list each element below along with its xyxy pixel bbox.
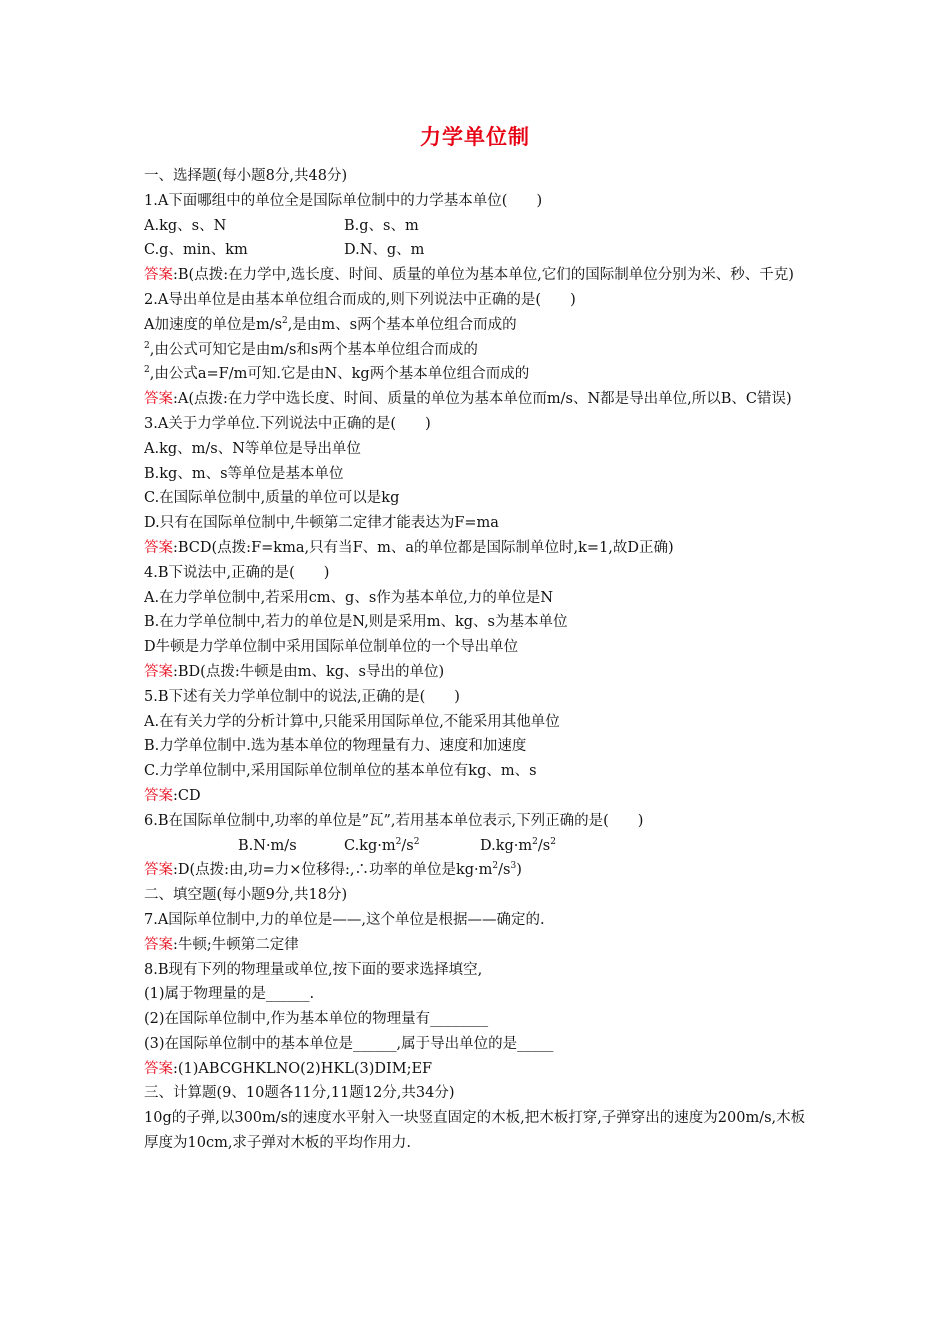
- answer-text: :(1)ABCGHKLNO(2)HKL(3)DIM;EF: [173, 1060, 433, 1077]
- question-8-part-1: (1)属于物理量的是______.: [144, 986, 315, 1003]
- question-2-option-a: [144, 313, 816, 338]
- option-text: /s: [537, 837, 551, 854]
- answer-label: 答案: [144, 391, 173, 408]
- answer-text: /s: [498, 862, 511, 879]
- question-1-options-cd: [144, 238, 816, 263]
- answer-text: :BCD(点拨:F=kma,只有当F、m、a的单位都是国际制单位时,k=1,故D正确): [173, 539, 674, 556]
- question-4-option-d: D牛顿是力学单位制中采用国际单位制单位的一个导出单位: [144, 639, 519, 656]
- question-3-option-b: B.kg、m、s等单位是基本单位: [144, 465, 344, 482]
- section-heading-calc: 三、计算题(9、10题各11分,11题12分,共34分): [144, 1085, 455, 1102]
- answer-label: 答案: [144, 539, 173, 556]
- answer-7: [144, 933, 816, 958]
- option-text: ,由公式a=F/m可知.它是由N、kg两个基本单位组合而成的: [149, 366, 530, 383]
- superscript: 2: [144, 365, 150, 376]
- question-4: 4.B下说法中,正确的是( ): [144, 564, 330, 581]
- option-text: ,是由m、s两个基本单位组合而成的: [287, 316, 517, 333]
- option-text: A加速度的单位是m/s: [144, 316, 283, 333]
- answer-label: 答案: [144, 936, 173, 953]
- answer-text: ): [516, 862, 522, 879]
- answer-6: [144, 858, 816, 883]
- option-text: C.kg·m: [344, 837, 396, 854]
- question-5-option-c: C.力学单位制中,采用国际单位制单位的基本单位有kg、m、s: [144, 763, 537, 780]
- answer-5: [144, 784, 816, 809]
- question-1-options-ab: [144, 214, 816, 239]
- superscript: 2: [144, 340, 150, 351]
- document-body: [144, 164, 816, 1156]
- answer-label: 答案: [144, 1060, 173, 1077]
- option-text: ,由公式可知它是由m/s和s两个基本单位组合而成的: [149, 341, 478, 358]
- question-4-option-a: A.在力学单位制中,若采用cm、g、s作为基本单位,力的单位是N: [144, 589, 554, 606]
- question-5-option-b: B.力学单位制中.选为基本单位的物理量有力、速度和加速度: [144, 738, 527, 755]
- answer-8: [144, 1057, 816, 1082]
- superscript: 2: [492, 861, 499, 872]
- answer-label: 答案: [144, 267, 173, 284]
- answer-text: :CD: [173, 787, 201, 804]
- document-title: 力学单位制: [420, 124, 530, 149]
- answer-text: :BD(点拨:牛顿是由m、kg、s导出的单位): [173, 663, 445, 680]
- superscript: 2: [413, 836, 420, 847]
- superscript: 2: [282, 315, 288, 326]
- question-2: 2.A导出单位是由基本单位组合而成的,则下列说法中正确的是( ): [144, 291, 576, 308]
- question-8-part-2: (2)在国际单位制中,作为基本单位的物理量有________: [144, 1011, 489, 1028]
- question-2-option-b: [144, 338, 816, 363]
- question-2-option-c: [144, 362, 816, 387]
- superscript: 2: [550, 836, 556, 847]
- option-b: B.N·m/s: [238, 837, 297, 854]
- question-4-option-b: B.在力学单位制中,若力的单位是N,则是采用m、kg、s为基本单位: [144, 614, 568, 631]
- answer-4: [144, 660, 816, 685]
- question-3-option-d: D.只有在国际单位制中,牛顿第二定律才能表达为F=ma: [144, 515, 499, 532]
- question-3: 3.A关于力学单位.下列说法中正确的是( ): [144, 415, 431, 432]
- answer-2: [144, 387, 816, 412]
- superscript: 3: [510, 861, 517, 872]
- question-3-option-c: C.在国际单位制中,质量的单位可以是kg: [144, 490, 400, 507]
- option-text: /s: [401, 837, 414, 854]
- question-1: 1.A下面哪组中的单位全是国际单位制中的力学基本单位( ): [144, 192, 543, 209]
- question-7: 7.A国际单位制中,力的单位是——,这个单位是根据——确定的.: [144, 911, 545, 928]
- question-6: 6.B在国际单位制中,功率的单位是”瓦”,若用基本单位表示,下列正确的是( ): [144, 812, 644, 829]
- option-a: A.kg、s、N: [144, 217, 227, 234]
- answer-1: [144, 263, 816, 288]
- question-9: 10g的子弹,以300m/s的速度水平射入一块竖直固定的木板,把木板打穿,子弹穿出的速度为200m/s,木板厚度为10cm,求子弹对木板的平均作用力.: [144, 1110, 806, 1152]
- section-heading-fill: 二、填空题(每小题9分,共18分): [144, 887, 348, 904]
- question-8-part-3: (3)在国际单位制中的基本单位是______,属于导出单位的是_____: [144, 1035, 554, 1052]
- option-d: D.N、g、m: [344, 242, 425, 259]
- answer-text: :牛顿;牛顿第二定律: [173, 936, 299, 953]
- question-5: 5.B下述有关力学单位制中的说法,正确的是( ): [144, 688, 460, 705]
- section-heading-choice: 一、选择题(每小题8分,共48分): [144, 168, 348, 184]
- option-b: B.g、s、m: [344, 217, 419, 234]
- answer-label: 答案: [144, 862, 173, 879]
- option-d: [480, 834, 556, 859]
- option-c: [344, 834, 480, 859]
- question-8: 8.B现有下列的物理量或单位,按下面的要求选择填空,: [144, 961, 483, 978]
- answer-text: :B(点拨:在力学中,选长度、时间、质量的单位为基本单位,它们的国际制单位分别为米、秒、千克): [173, 267, 794, 284]
- answer-label: 答案: [144, 663, 173, 680]
- question-6-options: [144, 834, 816, 859]
- superscript: 2: [395, 836, 402, 847]
- answer-text: :D(点拨:由,功=力×位移得:,∴功率的单位是kg·m: [173, 862, 493, 879]
- option-c: C.g、min、km: [144, 242, 248, 259]
- question-3-option-a: A.kg、m/s、N等单位是导出单位: [144, 440, 361, 457]
- answer-text: :A(点拨:在力学中选长度、时间、质量的单位为基本单位而m/s、N都是导出单位,所以B、C错误): [173, 391, 792, 408]
- option-text: D.kg·m: [480, 837, 533, 854]
- superscript: 2: [532, 836, 538, 847]
- answer-label: 答案: [144, 787, 173, 804]
- answer-3: [144, 536, 816, 561]
- question-5-option-a: A.在有关力学的分析计算中,只能采用国际单位,不能采用其他单位: [144, 713, 560, 730]
